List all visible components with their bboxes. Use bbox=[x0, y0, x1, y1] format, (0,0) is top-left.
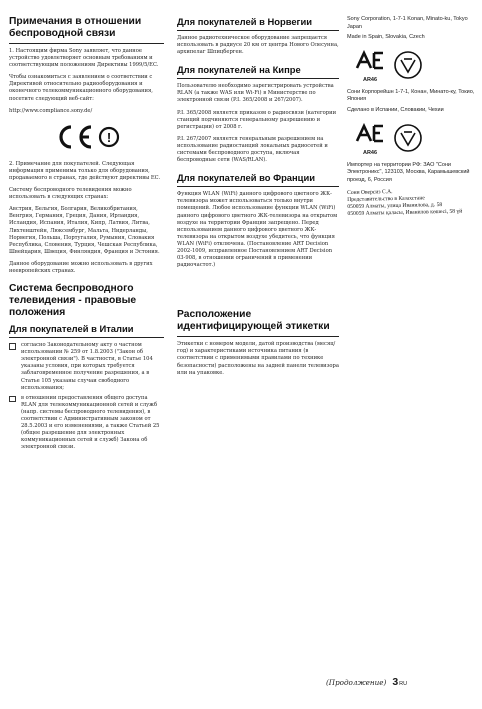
compliance-url: http://www.compliance.sony.de/ bbox=[9, 107, 93, 114]
manufacturer-address-ru: Сони Корпорейшн 1-7-1, Конан, Минато-ку, Токио, Япония bbox=[347, 88, 475, 103]
france-text: Функция WLAN (WiFi) данного цифрового цветного ЖК-телевизора может использоваться только внутри помещений. Любое использование функции WLAN (WiFi) данного цифрового цветного ЖК-телевизора на открытом воздухе на территории Франции запрещено. Перед использованием данного цифрового цветного ЖК-телевизора на открытом воздухе убедитесь, что функция WLAN (WiFi) отключена. (Постановление ART Decision 2002-1009, исправленное Постановлением ART Decision 03-908, в отношении ограничений в применении радиочастот.) bbox=[177, 191, 338, 269]
kazakhstan-stamp bbox=[347, 188, 476, 219]
stamp-line: Представительство в Казахстане bbox=[347, 195, 425, 204]
continued-label: (Продолжение) bbox=[326, 678, 387, 687]
ar-code: AR46 bbox=[362, 149, 378, 156]
system-legal-title: Система беспроводного телевидения - правовые положения bbox=[9, 283, 137, 319]
ce-logo-icon bbox=[53, 123, 121, 151]
column-right bbox=[347, 16, 475, 218]
stamp-line: Сони Оверсиз С.А. bbox=[347, 189, 393, 197]
paragraph-declaration: Чтобы ознакомиться с заявлением о соответствии с Директивой относительно радиооборудования и оконечного телекоммуникационного оборудования, посетите следующий веб-сайт: bbox=[9, 74, 153, 102]
gost-mark-icon bbox=[393, 50, 423, 80]
svg-text:!: ! bbox=[106, 129, 111, 145]
cyprus-title: Для покупателей на Кипре bbox=[177, 64, 339, 79]
ar46-mark bbox=[347, 50, 393, 83]
stamp-line: 050059 Алматы қаласы, Иванилов көшесі, 58 үй bbox=[347, 208, 463, 218]
cyprus-paragraph-1: Пользователю необходимо зарегистрировать устройства RLAN (а также WAS или Wi-Fi) в Министерстве по электронной связи (P.I. 365/2008 и 267/2007). bbox=[177, 83, 334, 104]
paragraph-eu-note: 2. Примечание для покупателей. Следующая информация применима только для оборудования, продаваемого в странах, где действуют директивы ЕС. bbox=[9, 160, 161, 181]
page-footer bbox=[326, 676, 407, 688]
eac-mark-icon bbox=[354, 50, 386, 70]
importer-info: Импортер на территории РФ: ЗАО "Сони Электроникс", 123103, Москва, Карамышевский проезд, 6, Россия bbox=[347, 161, 470, 183]
column-left bbox=[9, 16, 164, 454]
language-code: RU bbox=[399, 681, 408, 687]
list-item: в отношении предоставления общего доступа RLAN для телекоммуникационной сетей и служб (напр. системы беспроводного телевидения), в соответствии с Административным законом от 28.5.2003 и его изменениями, а также Статьей 25 (общее разрешение для электронных коммуникационных сетей и служб) Закона об электронной связи. bbox=[9, 395, 164, 452]
norway-text: Данное радиотехническое оборудование запрещается использовать в радиусе 20 км от центра Нового Олесунна, архипелаг Шпицберген. bbox=[177, 35, 339, 56]
wireless-notes-title: Примечания в отношении беспроводной связи bbox=[9, 16, 164, 44]
label-location-title: Расположение идентифицирующей этикетки bbox=[177, 309, 339, 337]
paragraph-non-eu: Данное оборудование можно использовать в других неевропейских странах. bbox=[9, 260, 153, 274]
list-item: согласно Законодательному акту о частном использовании № 259 от 1.8.2003 ("Закон об электронной связи"). В частности, в Статье 104 указаны условия, при которых требуется заблаговременное получение разрешения, а в Статье 105 указаны случаи свободного использования; bbox=[9, 342, 164, 392]
gost-mark-icon bbox=[393, 123, 423, 153]
france-title: Для покупателей во Франции bbox=[177, 172, 339, 187]
cyprus-paragraph-2: P.I. 365/2008 является приказом о радиосвязи (категории станций подчиняются генеральному разрешению и регистрации) от 2008 г. bbox=[177, 109, 337, 130]
italy-title: Для покупателей в Италии bbox=[9, 323, 164, 338]
cyprus-paragraph-3: P.I. 267/2007 является генеральным разрешением на использование радиостанций локальных радиосетей и системами беспроводного доступа, включая беспроводные сети (WAS/RLAN). bbox=[177, 135, 328, 164]
made-in-ru: Сделано в Испании, Словакии, Чехии bbox=[347, 106, 444, 113]
ce-mark bbox=[9, 123, 164, 151]
italy-list bbox=[9, 342, 164, 451]
label-location-text: Этикетки с номером модели, датой производства (месяц/год) и характеристиками источника питания (в соответствии с применимыми правилами по технике безопасности) расположены на задней панели телевизора или на упаковке. bbox=[177, 341, 339, 376]
checkbox-square-icon bbox=[9, 343, 16, 350]
countries-list: Австрия, Бельгия, Болгария, Великобритания, Венгрия, Германия, Греция, Дания, Ирландия, Исландия, Испания, Италия, Кипр, Латвия, Литва, Лихтенштейн, Люксембург, Мальта, Нидерланды, Норвегия, Польша, Португалия, Румыния, Словакия Республика, Словения, Турция, Чешская Республика, Швейцария, Швеция, Финляндия, Франция и Эстония. bbox=[9, 206, 160, 255]
column-middle bbox=[177, 16, 339, 382]
manufacturer-address: Sony Corporation, 1-7-1 Konan, Minato-ku, Tokyo Japan bbox=[347, 16, 468, 30]
stamp-line: 050059 Алматы, улица Иванилова, д. 58 bbox=[347, 202, 443, 211]
certification-marks bbox=[347, 50, 475, 83]
certification-marks-ru bbox=[347, 123, 475, 156]
paragraph-conformity: 1. Настоящим фирма Sony заявляет, что данное устройство удовлетворяет основным требованиям и соответствующим положениям Директивы 1999/5/ЕС. bbox=[9, 48, 159, 69]
paragraph-system-use: Систему беспроводного телевидения можно использовать в следующих странах: bbox=[9, 187, 132, 201]
checkbox-square-icon bbox=[9, 396, 16, 403]
norway-title: Для покупателей в Норвегии bbox=[177, 16, 339, 31]
page-number: 3 bbox=[392, 676, 399, 688]
ar46-mark-ru bbox=[347, 123, 393, 156]
eac-mark-icon bbox=[354, 123, 386, 143]
ar-code: AR46 bbox=[362, 76, 378, 83]
made-in: Made in Spain, Slovakia, Czech bbox=[347, 34, 425, 41]
